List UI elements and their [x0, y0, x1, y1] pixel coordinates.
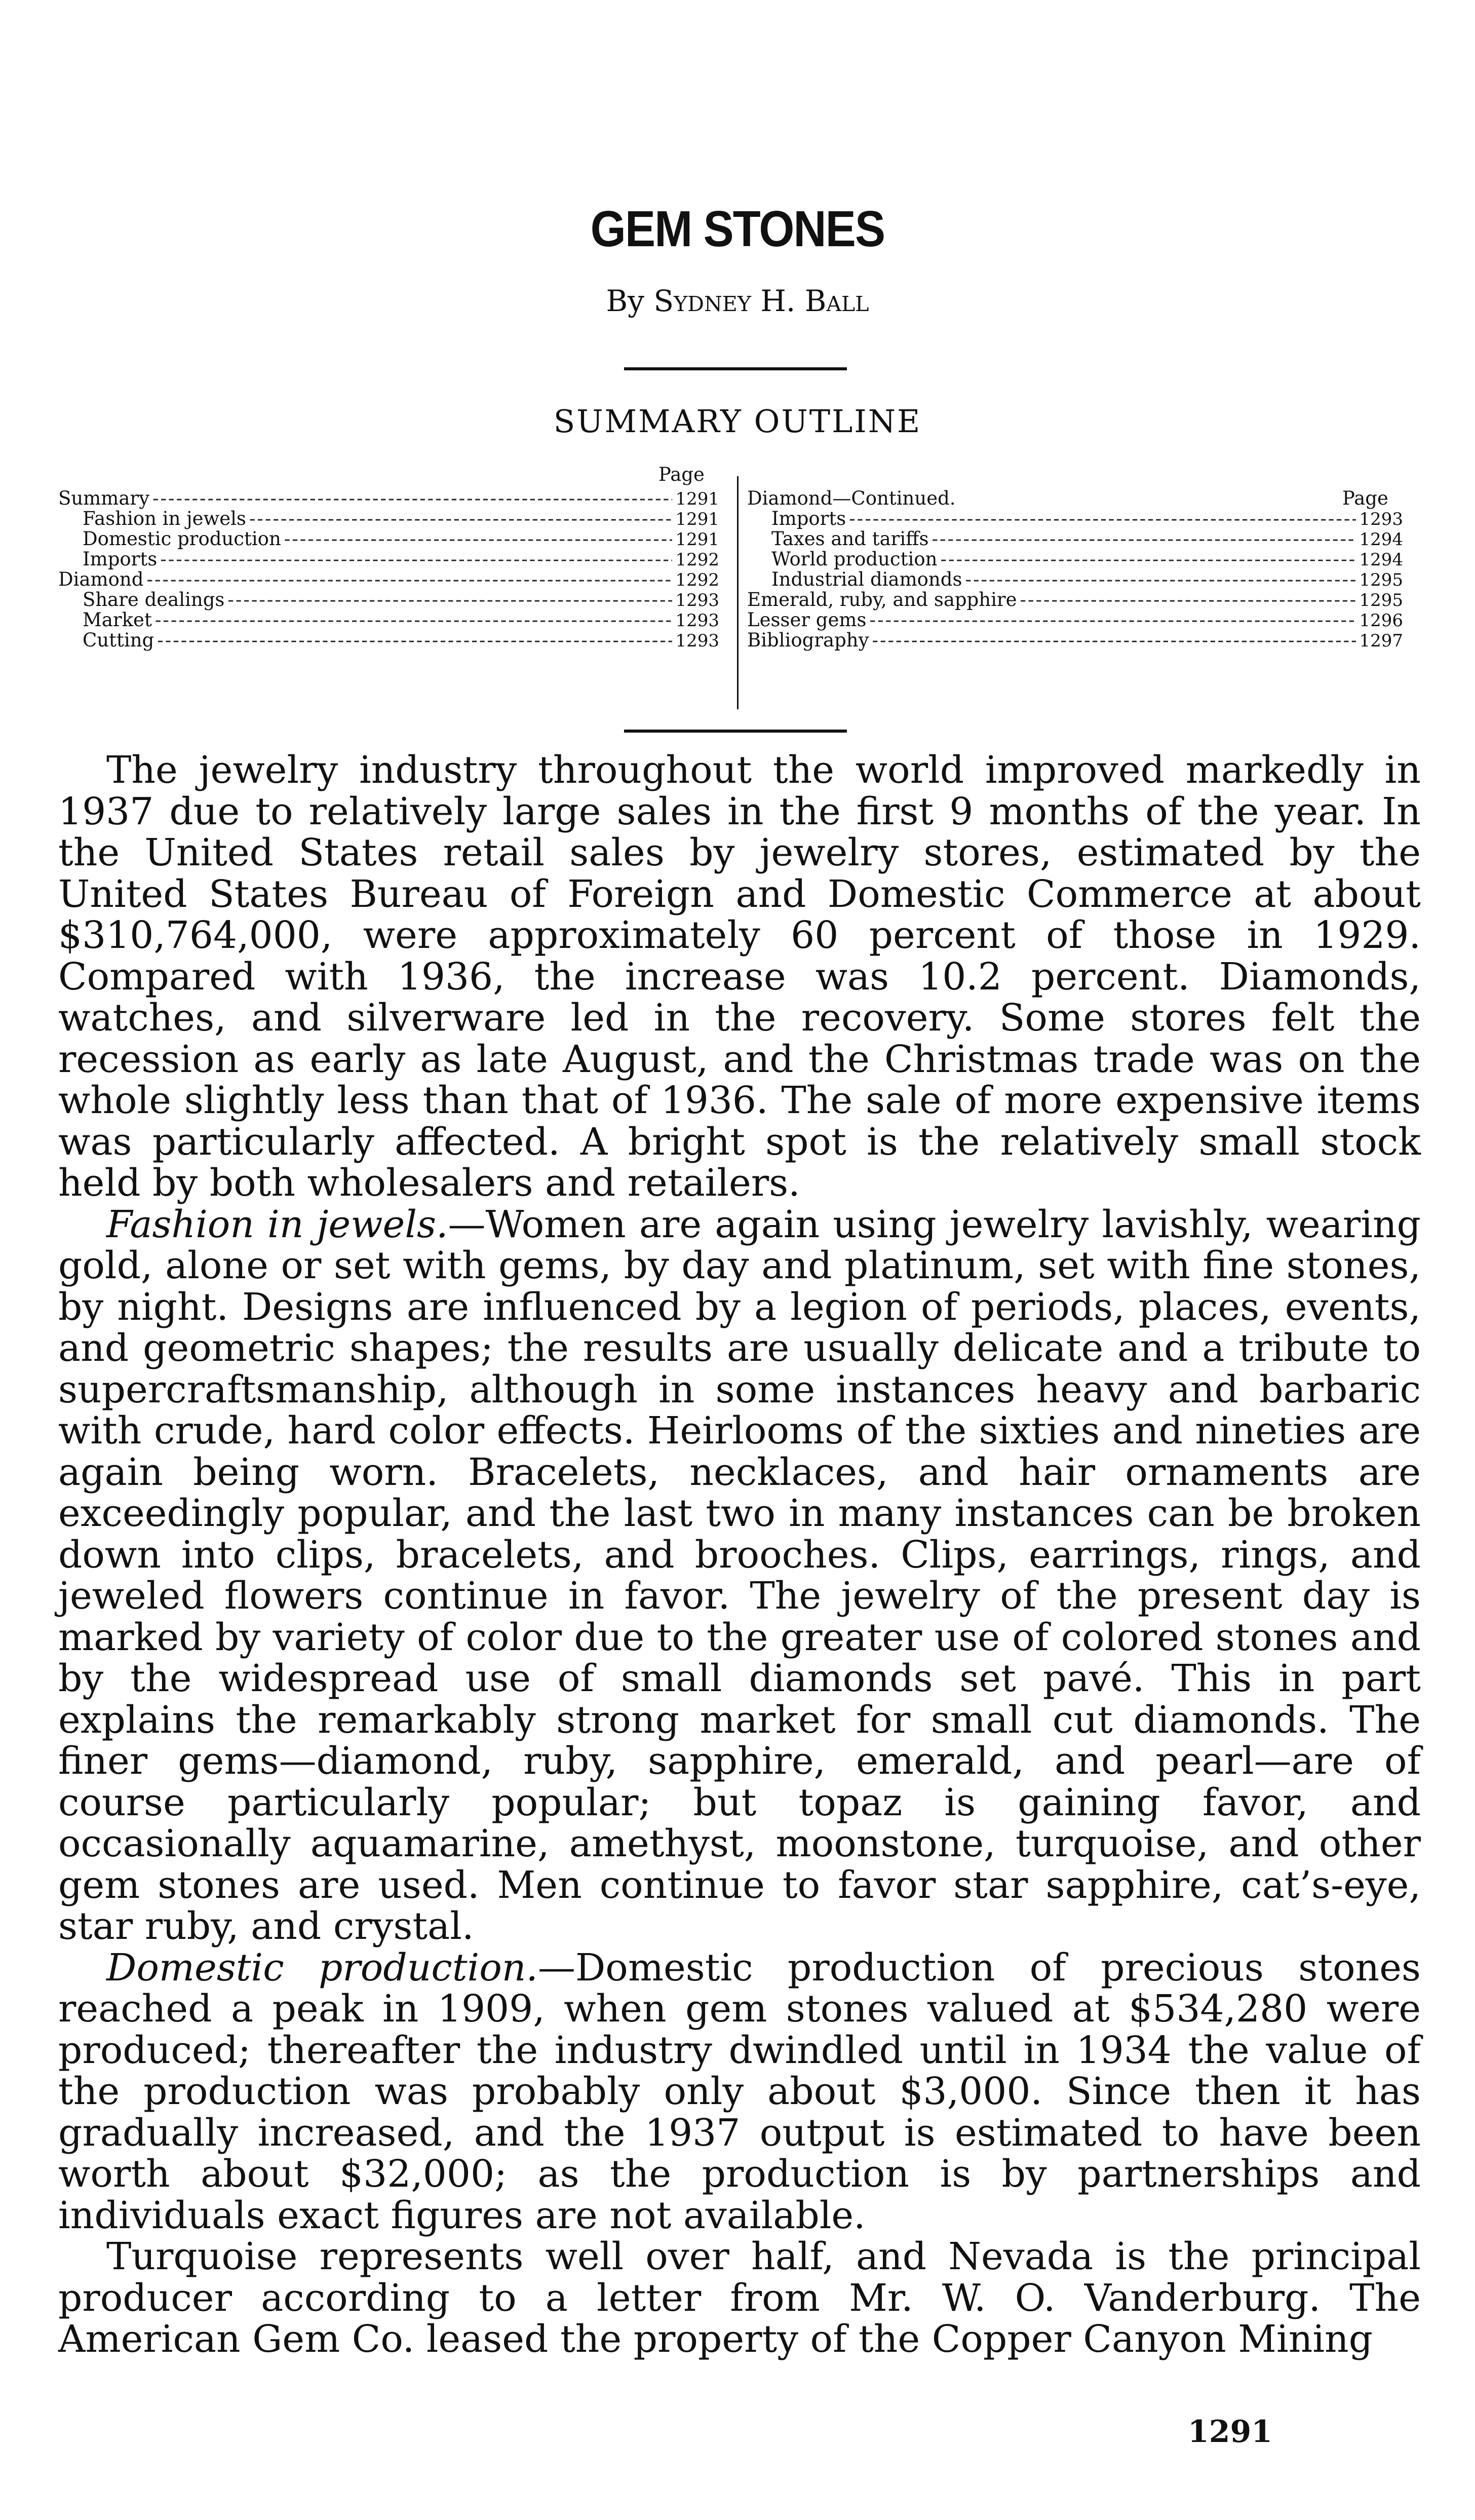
toc-column-divider: [737, 476, 739, 709]
toc-entry-page: 1293: [675, 590, 719, 610]
toc-entry-page: 1295: [1359, 570, 1403, 590]
toc-entry-page: 1294: [1359, 550, 1403, 570]
toc-entry-label: Share dealings: [83, 589, 225, 610]
toc-row-right: [747, 629, 1403, 650]
toc-row-right: [771, 528, 1403, 548]
paragraph-text: Turquoise represents well over half, and Nevada is the principal producer according to a letter from Mr. W. O. Vanderburg. The American Gem Co. leased the property of the Copper Canyon Mining: [58, 2235, 1421, 2361]
toc-row-left: [58, 568, 719, 589]
toc-entry-label: Imports: [83, 548, 158, 570]
toc-row-right: [771, 508, 1403, 528]
toc-leader-dots: [152, 487, 672, 509]
toc-row-right: [747, 589, 1403, 609]
toc-row-right: [771, 568, 1403, 589]
toc-entry-label: Bibliography: [747, 629, 869, 651]
toc-entry-page: 1296: [1359, 610, 1403, 631]
toc-entry-page: 1293: [1359, 509, 1403, 529]
toc-entry-label: Diamond: [58, 568, 144, 590]
paragraph-text: The jewelry industry throughout the world improved markedly in 1937 due to relatively large sales in the first 9 months of the year. In the United States retail sales by jewelry stores, estimated by the United States Bureau of Foreign and Domestic Commerce at about $310,764,000, were approximately 60 percent of those in 1929. Compared with 1936, the increase was 10.2 percent. Diamonds, watches, and silverware led in the recovery. Some stores felt the recession as early as late August, and the Christmas trade was on the whole slightly less than that of 1936. The sale of more expensive items was particularly affected. A bright spot is the relatively small stock held by both wholesalers and retailers.: [58, 748, 1421, 1205]
toc-entry-page: 1294: [1359, 529, 1403, 550]
summary-outline-heading: SUMMARY OUTLINE: [553, 403, 922, 440]
toc-row-right: [771, 548, 1403, 568]
toc-entry-label: Emerald, ruby, and sapphire: [747, 589, 1017, 610]
toc-leader-dots: [227, 589, 672, 610]
toc-entry-label: Domestic production: [83, 528, 281, 550]
toc-entry-page: 1293: [675, 610, 719, 631]
toc-entry-page: 1297: [1359, 631, 1403, 651]
toc-right-continued-label: Diamond—Continued.: [747, 487, 956, 509]
page-title: GEM STONES: [590, 201, 885, 257]
toc-row-left: [83, 528, 719, 548]
toc-entry-page: 1292: [675, 570, 719, 590]
toc-leader-dots: [157, 629, 672, 651]
body-paragraph: [58, 750, 1421, 1204]
toc-leader-dots: [160, 548, 672, 570]
toc-row-right: [747, 609, 1403, 629]
toc-entry-label: Cutting: [83, 629, 154, 651]
toc-page-header-right: Page: [1342, 487, 1388, 509]
toc-entry-page: 1291: [675, 489, 719, 509]
byline-author: Sydney H. Ball: [653, 284, 869, 318]
toc-leader-dots: [872, 629, 1356, 651]
toc-row-left: [83, 508, 719, 528]
toc-leader-dots: [931, 528, 1356, 550]
toc-leader-dots: [869, 609, 1356, 631]
body-paragraph: [58, 1945, 1421, 2237]
toc-entry-label: Industrial diamonds: [771, 568, 962, 590]
toc-row-left: [83, 629, 719, 650]
toc-entry-page: 1291: [675, 529, 719, 550]
toc-entry-page: 1295: [1359, 590, 1403, 610]
toc-leader-dots: [249, 508, 673, 529]
toc-entry-label: Summary: [58, 487, 149, 509]
body-paragraph: [58, 1204, 1421, 1948]
paragraph-lead-in: Domestic production.: [106, 1945, 538, 1990]
paragraph-lead-in: Fashion in jewels.: [106, 1202, 448, 1246]
toc-entry-label: Taxes and tariffs: [771, 528, 929, 550]
outline-bottom-divider: [624, 730, 847, 733]
byline-prefix: By: [606, 284, 644, 318]
page-number: 1291: [1188, 2414, 1272, 2450]
toc-leader-dots: [155, 609, 673, 631]
toc-row-left: [58, 487, 719, 508]
toc-entry-label: Market: [83, 609, 152, 631]
toc-leader-dots: [284, 528, 673, 550]
body-text: [58, 750, 1421, 2360]
toc-leader-dots: [1020, 589, 1356, 610]
byline: [0, 284, 1475, 318]
title-divider: [624, 367, 847, 370]
toc-leader-dots: [965, 568, 1356, 590]
toc-entry-label: Lesser gems: [747, 609, 867, 631]
toc-entry-page: 1293: [675, 631, 719, 651]
body-paragraph: [58, 2236, 1421, 2360]
toc-entry-page: 1292: [675, 550, 719, 570]
toc-page-header-left: Page: [658, 464, 705, 485]
paragraph-text: —Domestic production of precious stones reached a peak in 1909, when gem stones valued at $534,280 were produced; thereafter the industry dwindled until in 1934 the value of the production was probably only about $3,000. Since then it has gradually increased, and the 1937 output is estimated to have been worth about $32,000; as the production is by partnerships and individuals exact figures are not available.: [58, 1945, 1421, 2237]
toc-entry-label: Imports: [771, 508, 846, 529]
toc-row-left: [83, 609, 719, 629]
toc-leader-dots: [849, 508, 1356, 529]
toc-entry-page: 1291: [675, 509, 719, 529]
paragraph-text: —Women are again using jewelry lavishly, wearing gold, alone or set with gems, by day and platinum, set with fine stones, by night. Designs are influenced by a legion of periods, places, events, and geometric shapes; the results are usually delicate and a tribute to supercraftsmanship, although in some instances heavy and barbaric with crude, hard color effects. Heirlooms of the sixties and nineties are again being worn. Bracelets, necklaces, and hair ornaments are exceedingly popular, and the last two in many instances can be broken down into clips, bracelets, and brooches. Clips, earrings, rings, and jeweled flowers continue in favor. The jewelry of the present day is marked by variety of color due to the greater use of colored stones and by the widespread use of small diamonds set pavé. This in part explains the remarkably strong market for small cut diamonds. The finer gems—diamond, ruby, sapphire, emerald, and pearl—are of course particularly popular; but topaz is gaining favor, and occasionally aquamarine, amethyst, moonstone, turquoise, and other gem stones are used. Men continue to favor star sapphire, cat’s-eye, star ruby, and crystal.: [58, 1202, 1421, 1948]
toc-entry-label: World production: [771, 548, 938, 570]
toc-row-left: [83, 589, 719, 609]
toc-row-left: [83, 548, 719, 568]
toc-leader-dots: [940, 548, 1356, 570]
toc-leader-dots: [146, 568, 672, 590]
toc-entry-label: Fashion in jewels: [83, 508, 246, 529]
